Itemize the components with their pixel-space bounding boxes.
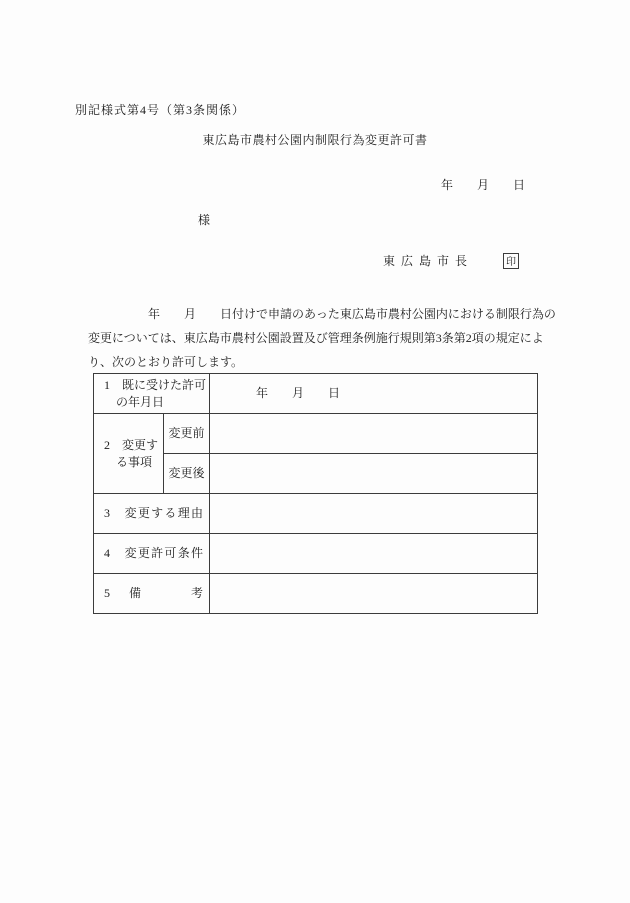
body-paragraph-line: り、次のとおり許可します。 bbox=[88, 355, 244, 369]
row1-label-line2: の年月日 bbox=[104, 394, 165, 409]
row1-label-line1: 1 既に受けた許可 bbox=[104, 377, 207, 392]
body-paragraph bbox=[88, 302, 556, 374]
issuer-line bbox=[383, 252, 519, 269]
row4-label-cell: 4 変更許可条件 bbox=[94, 534, 210, 574]
row3-value-cell bbox=[210, 494, 538, 534]
row2-label-cell bbox=[94, 414, 164, 494]
addressee-honorific: 様 bbox=[198, 213, 211, 227]
table-row-remarks bbox=[94, 574, 538, 614]
row1-value-cell: 年 月 日 bbox=[210, 374, 538, 414]
row2-sub1-value-cell bbox=[210, 414, 538, 454]
form-number-note: 別記様式第4号（第3条関係） bbox=[75, 103, 246, 117]
row1-label-cell bbox=[94, 374, 210, 414]
body-paragraph-line: 変更については、東広島市農村公園設置及び管理条例施行規則第3条第2項の規定によ bbox=[88, 331, 544, 345]
permit-details-table bbox=[93, 373, 538, 614]
row3-label-cell: 3 変更する理由 bbox=[94, 494, 210, 534]
issue-date-line: 年 月 日 bbox=[440, 178, 525, 192]
issuer-title: 東広島市長 bbox=[383, 254, 474, 268]
row4-value-cell bbox=[210, 534, 538, 574]
row2-sub2-label-cell: 変更後 bbox=[164, 454, 210, 494]
document-title: 東広島市農村公園内制限行為変更許可書 bbox=[202, 133, 428, 147]
table-row-existing-permit-date bbox=[94, 374, 538, 414]
row2-label-line2: る事項 bbox=[104, 454, 153, 469]
row2-sub2-value-cell bbox=[210, 454, 538, 494]
row5-label-cell: 5 備 考 bbox=[94, 574, 210, 614]
table-row-change-before bbox=[94, 414, 538, 454]
body-paragraph-line: 年 月 日付けで申請のあった東広島市農村公園内における制限行為の bbox=[88, 307, 556, 321]
row2-sub1-label-cell: 変更前 bbox=[164, 414, 210, 454]
table-row-change-reason bbox=[94, 494, 538, 534]
row2-label-line1: 2 変更す bbox=[104, 437, 159, 452]
table-row-permit-conditions bbox=[94, 534, 538, 574]
seal-mark-icon: 印 bbox=[503, 253, 519, 269]
row5-value-cell bbox=[210, 574, 538, 614]
